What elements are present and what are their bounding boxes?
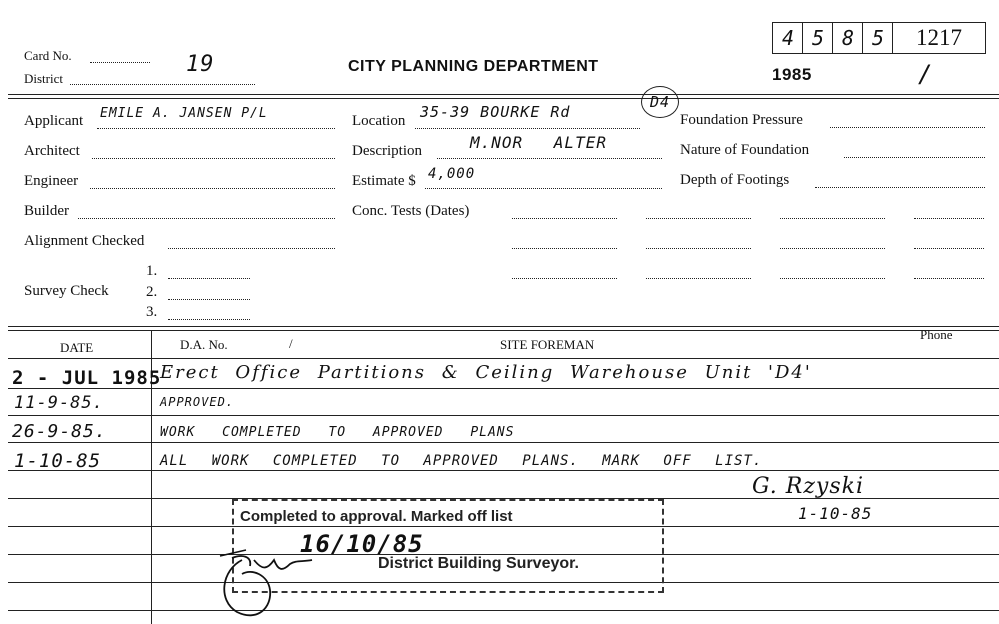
description-label: Description — [352, 143, 422, 159]
conc-dots-2a — [512, 248, 617, 249]
location-label: Location — [352, 113, 406, 129]
phone-label: Phone — [920, 327, 953, 342]
stamp-line-1: Completed to approval. Marked off list — [240, 508, 513, 525]
location-value: 35-39 BOURKE Rd — [420, 103, 571, 121]
survey-item-3: 3. — [146, 304, 158, 320]
log-rule-4 — [8, 470, 999, 471]
description-value: M.NOR ALTER — [470, 133, 607, 152]
log-entry-1: Erect Office Partitions & Ceiling Warehouse Unit 'D4' — [160, 362, 812, 383]
engineer-dots — [90, 188, 335, 189]
estimate-value: 4,000 — [428, 166, 476, 182]
depth-footings-label: Depth of Footings — [680, 172, 790, 188]
applicant-label: Applicant — [24, 113, 84, 129]
header-divider — [8, 94, 999, 95]
description-dots — [437, 158, 662, 159]
location-dots — [415, 128, 640, 129]
survey-item-2: 2. — [146, 284, 158, 300]
stamp-date: 16/10/85 — [300, 530, 424, 558]
conc-dots-2b — [646, 248, 751, 249]
architect-dots — [92, 158, 335, 159]
conc-dots-2c — [780, 248, 885, 249]
conc-dots-3b — [646, 278, 751, 279]
year-mark: / — [918, 60, 934, 88]
architect-label: Architect — [24, 143, 80, 159]
conc-dots-1b — [646, 218, 751, 219]
log-date-3: 26-9-85. — [12, 421, 107, 442]
conc-dots-1c — [780, 218, 885, 219]
log-rule-0 — [8, 358, 999, 359]
district-label: District — [24, 71, 63, 86]
da-no-label: D.A. No. — [180, 337, 228, 352]
nature-foundation-dots — [844, 157, 985, 158]
conc-dots-1d — [914, 218, 984, 219]
conc-dots-3c — [780, 278, 885, 279]
depth-footings-dots — [815, 187, 985, 188]
ref-digit-1: 4 — [772, 22, 803, 54]
log-date-4: 1-10-85 — [14, 450, 102, 472]
signoff-signature: G. Rzyski — [752, 474, 865, 499]
card-no-value: 19 — [186, 52, 215, 77]
log-entry-3: WORK COMPLETED TO APPROVED PLANS — [160, 425, 515, 440]
survey-item-1: 1. — [146, 263, 158, 279]
conc-dots-2d — [914, 248, 984, 249]
survey-dots-2 — [168, 299, 250, 300]
da-no-mark: / — [289, 336, 293, 351]
ref-digit-4: 5 — [862, 22, 893, 54]
ref-digit-3: 8 — [832, 22, 863, 54]
log-entry-2: APPROVED. — [160, 395, 235, 409]
foundation-pressure-dots — [830, 127, 985, 128]
year-label: 1985 — [772, 65, 812, 84]
applicant-value: EMILE A. JANSEN P/L — [100, 106, 268, 121]
stamp-line-2: District Building Surveyor. — [378, 555, 579, 572]
builder-label: Builder — [24, 203, 69, 219]
date-column-header: DATE — [60, 340, 94, 355]
table-top-border-2 — [8, 330, 999, 331]
engineer-label: Engineer — [24, 173, 79, 189]
log-rule-2 — [8, 415, 999, 416]
card-no-dots — [90, 62, 150, 63]
unit-circle-text: D4 — [649, 93, 671, 111]
estimate-dots — [425, 188, 662, 189]
estimate-label: Estimate $ — [352, 173, 416, 189]
log-date-2: 11-9-85. — [14, 393, 104, 413]
log-entry-4: ALL WORK COMPLETED TO APPROVED PLANS. MARK OFF LIST. — [160, 453, 763, 469]
ref-number: 1217 — [892, 22, 986, 54]
applicant-dots — [97, 128, 335, 129]
department-title: CITY PLANNING DEPARTMENT — [348, 58, 599, 75]
header-divider-2 — [8, 98, 999, 99]
card-no-label: Card No. — [24, 48, 72, 63]
conc-dots-3a — [512, 278, 617, 279]
table-top-border — [8, 326, 999, 327]
ref-digit-2: 5 — [802, 22, 833, 54]
alignment-dots — [168, 248, 335, 249]
log-rule-9 — [8, 610, 999, 611]
conc-dots-3d — [914, 278, 984, 279]
foundation-pressure-label: Foundation Pressure — [680, 112, 803, 128]
log-rule-3 — [8, 442, 999, 443]
alignment-label: Alignment Checked — [24, 233, 145, 249]
signoff-date: 1-10-85 — [798, 504, 873, 523]
site-foreman-label: SITE FOREMAN — [500, 337, 595, 352]
log-date-1: 2 - JUL 1985 — [12, 367, 162, 389]
unit-circle — [641, 86, 679, 118]
conc-tests-label: Conc. Tests (Dates) — [352, 203, 470, 219]
conc-dots-1a — [512, 218, 617, 219]
nature-foundation-label: Nature of Foundation — [680, 142, 810, 158]
builder-dots — [78, 218, 335, 219]
signature-scribble-icon — [212, 530, 322, 622]
survey-check-label: Survey Check — [24, 283, 109, 299]
survey-dots-1 — [168, 278, 250, 279]
district-dots — [70, 84, 255, 85]
survey-dots-3 — [168, 319, 250, 320]
